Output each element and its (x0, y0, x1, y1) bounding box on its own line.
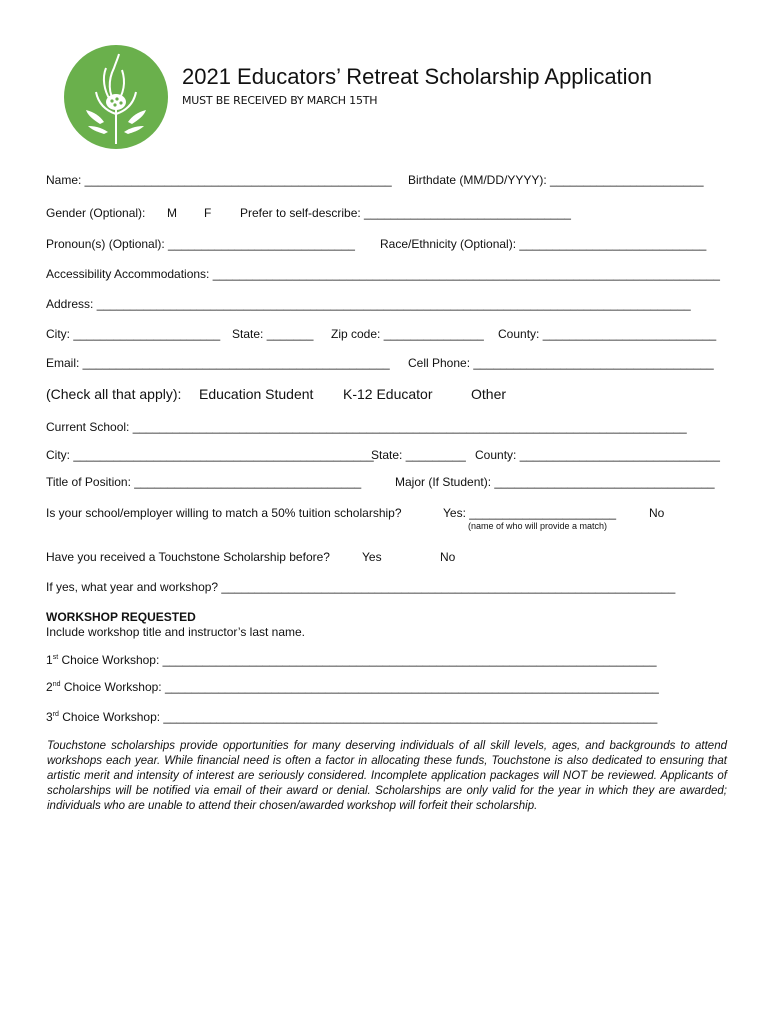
if-yes-field[interactable]: If yes, what year and workshop? ____________________________________________________________________ (46, 580, 676, 594)
gender-option-f[interactable]: F (204, 206, 212, 220)
school-city-field[interactable]: City: _____________________________________________ (46, 448, 374, 462)
received-question: Have you received a Touchstone Scholarship before? (46, 550, 330, 564)
match-note: (name of who will provide a match) (468, 521, 608, 531)
third-choice-field[interactable]: 3rd Choice Workshop: __________________________________________________________________________ (46, 710, 658, 724)
school-state-field[interactable]: State: _________ (371, 448, 466, 462)
match-no-option[interactable]: No (649, 506, 665, 520)
option-other[interactable]: Other (471, 386, 507, 402)
city-field[interactable]: City: ______________________ (46, 327, 221, 341)
school-county-field[interactable]: County: ______________________________ (475, 448, 720, 462)
name-field[interactable]: Name: ______________________________________________ (46, 173, 392, 187)
gender-label: Gender (Optional): (46, 206, 146, 220)
match-yes-field[interactable]: Yes: ______________________ (443, 506, 617, 520)
second-choice-field[interactable]: 2nd Choice Workshop: __________________________________________________________________________ (46, 680, 659, 694)
accessibility-field[interactable]: Accessibility Accommodations: ____________________________________________________________________________ (46, 267, 720, 281)
workshop-heading: WORKSHOP REQUESTED (46, 610, 196, 624)
page-title: 2021 Educators’ Retreat Scholarship Application (182, 64, 653, 89)
gender-option-m[interactable]: M (167, 206, 177, 220)
zip-field[interactable]: Zip code: _______________ (331, 327, 484, 341)
email-field[interactable]: Email: ______________________________________________ (46, 356, 390, 370)
major-field[interactable]: Major (If Student): _________________________________ (395, 475, 715, 489)
scholarship-notice: Touchstone scholarships provide opportunities for many deserving individuals of all skill levels, ages, and backgrounds to attend workshops each year. While financial need is often a factor in allocating these funds, Touchstone is also dedicated to ensuring that artistic merit and intensity of interest are seriously considered. Incomplete application packages will NOT be reviewed. Applicants of scholarships will be notified via email of their award or denial. Scholarships are only valid for the year in which they are awarded; individuals who are unable to attend their chosen/awarded workshop will forfeit their scholarship. (47, 740, 727, 812)
check-all-label: (Check all that apply): (46, 386, 182, 402)
self-describe-field[interactable]: Prefer to self-describe: _______________________________ (240, 206, 571, 220)
option-k12-educator[interactable]: K-12 Educator (343, 386, 433, 402)
state-field[interactable]: State: _______ (232, 327, 314, 341)
workshop-instruction: Include workshop title and instructor’s last name. (46, 625, 306, 639)
option-education-student[interactable]: Education Student (199, 386, 314, 402)
position-title-field[interactable]: Title of Position: __________________________________ (46, 475, 362, 489)
birthdate-field[interactable]: Birthdate (MM/DD/YYYY): _______________________ (408, 173, 704, 187)
county-field[interactable]: County: __________________________ (498, 327, 717, 341)
address-field[interactable]: Address: _________________________________________________________________________________________ (46, 297, 691, 311)
race-field[interactable]: Race/Ethnicity (Optional): ____________________________ (380, 237, 707, 251)
deadline-subtitle: MUST BE RECEIVED BY MARCH 15TH (182, 94, 378, 107)
cell-phone-field[interactable]: Cell Phone: ____________________________________ (408, 356, 714, 370)
current-school-field[interactable]: Current School: ___________________________________________________________________________________ (46, 420, 687, 434)
match-question: Is your school/employer willing to match a 50% tuition scholarship? (46, 506, 402, 520)
received-yes-option[interactable]: Yes (362, 550, 382, 564)
pronouns-field[interactable]: Pronoun(s) (Optional): ____________________________ (46, 237, 355, 251)
touchstone-logo (64, 44, 168, 150)
first-choice-field[interactable]: 1st Choice Workshop: __________________________________________________________________________ (46, 653, 657, 667)
received-no-option[interactable]: No (440, 550, 456, 564)
